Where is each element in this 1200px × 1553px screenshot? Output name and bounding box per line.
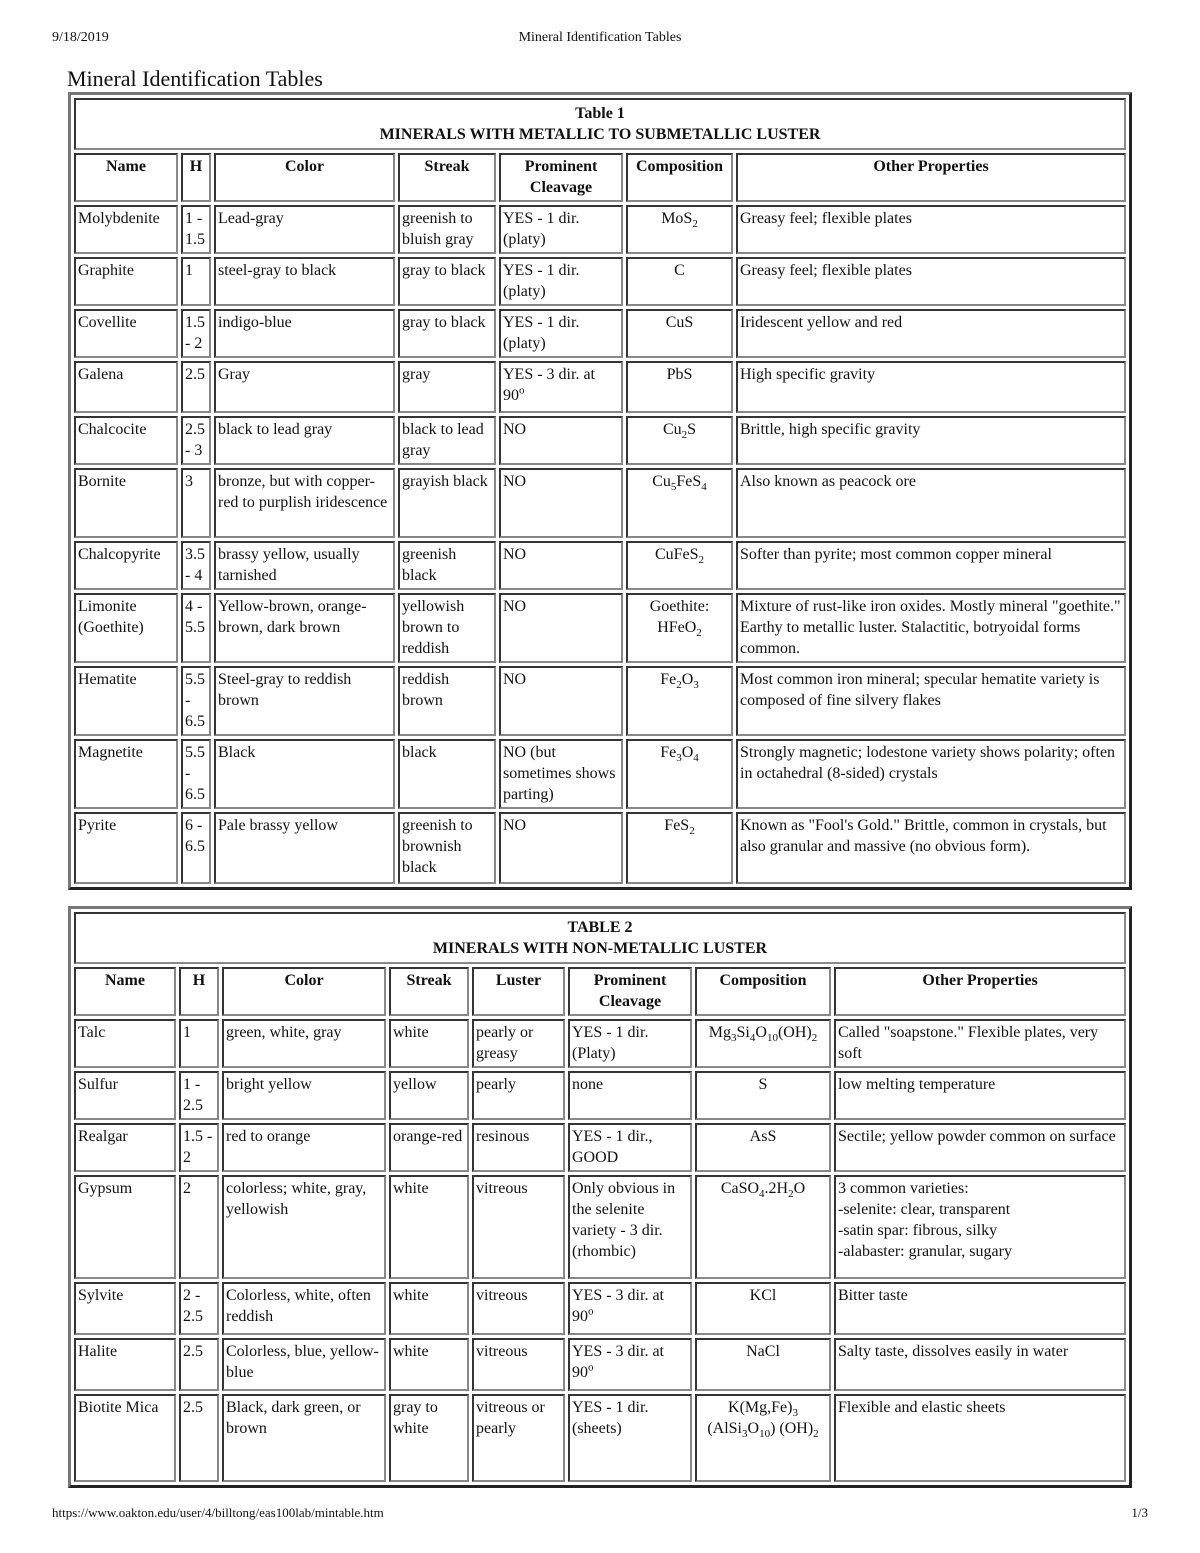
column-header-streak: Streak [389,967,469,1016]
cell-cleavage: NO [499,416,623,465]
table-1-wrapper [68,92,1132,890]
cell-other-properties: Most common iron mineral; specular hematite variety is composed of fine silvery flakes [736,666,1126,736]
cell-hardness: 1 [179,1019,219,1068]
column-header-luster: Luster [472,967,565,1016]
cell-color: Black [214,739,395,809]
cell-other-properties: Softer than pyrite; most common copper mineral [736,541,1126,590]
cell-color: Yellow-brown, orange-brown, dark brown [214,593,395,663]
cell-hardness: 2.5 [179,1338,219,1391]
cell-other-properties: Sectile; yellow powder common on surface [834,1123,1126,1172]
column-header-composition: Composition [695,967,831,1016]
cell-name: Bornite [74,468,178,538]
cell-hardness: 4 - 5.5 [181,593,211,663]
table-row [74,812,1126,884]
cell-cleavage: YES - 3 dir. at 90$^o$ [568,1282,692,1335]
cell-other-properties: low melting temperature [834,1071,1126,1120]
cell-hardness: 1 - 1.5 [181,205,211,254]
cell-luster: pearly [472,1071,565,1120]
cell-name: Gypsum [74,1175,176,1279]
column-header-other-properties: Other Properties [736,153,1126,202]
table-2-caption-number: TABLE 2 [567,919,633,936]
column-header-hardness: H [181,153,211,202]
cell-hardness: 1.5 - 2 [181,309,211,358]
cell-color: bronze, but with copper-red to purplish iridescence [214,468,395,538]
cell-composition: AsS [695,1123,831,1172]
column-header-name: Name [74,967,176,1016]
column-header-color: Color [222,967,386,1016]
cell-cleavage: NO (but sometimes shows parting) [499,739,623,809]
cell-streak: yellowish brown to reddish [398,593,496,663]
cell-hardness: 3 [181,468,211,538]
cell-composition: NaCl [695,1338,831,1391]
cell-name: Graphite [74,257,178,306]
column-header-composition: Composition [626,153,733,202]
cell-name: Molybdenite [74,205,178,254]
cell-streak: gray [398,361,496,413]
table-row [74,1175,1126,1279]
table-row [74,541,1126,590]
cell-composition: CuFeS$_2$ [626,541,733,590]
cell-composition: $CaSO_4.2H_2O$ [695,1175,831,1279]
cell-streak: reddish brown [398,666,496,736]
cell-color: brassy yellow, usually tarnished [214,541,395,590]
cell-other-properties: Greasy feel; flexible plates [736,205,1126,254]
cell-name: Covellite [74,309,178,358]
cell-other-properties: Known as "Fool's Gold." Brittle, common in crystals, but also granular and massive (no obvious form). [736,812,1126,884]
cell-color: Lead-gray [214,205,395,254]
cell-name: Halite [74,1338,176,1391]
cell-composition: $Cu_5FeS_4$ [626,468,733,538]
table-row [74,468,1126,538]
table-row [74,739,1126,809]
table-1-header-row [74,153,1126,202]
cell-hardness: 1 [181,257,211,306]
cell-hardness: 2 [179,1175,219,1279]
print-url: https://www.oakton.edu/user/4/billtong/eas100lab/mintable.htm [52,1505,384,1520]
cell-composition: $Cu_2S$ [626,416,733,465]
cell-color: Gray [214,361,395,413]
column-header-hardness: H [179,967,219,1016]
cell-composition: Goethite: HFeO$_2$ [626,593,733,663]
cell-name: Limonite (Goethite) [74,593,178,663]
cell-hardness: 2.5 [179,1394,219,1482]
print-header [52,30,1148,50]
cell-color: red to orange [222,1123,386,1172]
print-date: 9/18/2019 [52,30,109,45]
table-1-body [74,205,1126,884]
table-row [74,257,1126,306]
cell-name: Galena [74,361,178,413]
cell-cleavage: YES - 1 dir. (platy) [499,309,623,358]
cell-name: Chalcocite [74,416,178,465]
cell-streak: white [389,1282,469,1335]
cell-streak: yellow [389,1071,469,1120]
table-1-caption [74,98,1126,150]
cell-color: green, white, gray [222,1019,386,1068]
cell-cleavage: NO [499,541,623,590]
cell-color: Black, dark green, or brown [222,1394,386,1482]
cell-cleavage: YES - 1 dir. (platy) [499,257,623,306]
cell-cleavage: Only obvious in the selenite variety - 3 dir. (rhombic) [568,1175,692,1279]
cell-streak: white [389,1338,469,1391]
column-header-name: Name [74,153,178,202]
cell-streak: gray to black [398,309,496,358]
table-row [74,666,1126,736]
cell-cleavage: YES - 1 dir. (sheets) [568,1394,692,1482]
cell-color: indigo-blue [214,309,395,358]
cell-hardness: 6 - 6.5 [181,812,211,884]
cell-color: Steel-gray to reddish brown [214,666,395,736]
table-row [74,309,1126,358]
cell-composition: MoS$_2$ [626,205,733,254]
cell-hardness: 5.5 - 6.5 [181,739,211,809]
cell-color: bright yellow [222,1071,386,1120]
cell-other-properties: 3 common varieties: -selenite: clear, transparent -satin spar: fibrous, silky -alabaster: granular, sugary [834,1175,1126,1279]
table-row [74,1338,1126,1391]
cell-color: Pale brassy yellow [214,812,395,884]
table-row [74,1019,1126,1068]
table-row [74,205,1126,254]
table-row [74,1282,1126,1335]
cell-composition: KCl [695,1282,831,1335]
cell-composition: $K(Mg,Fe)_3$ $(AlSi_3O_{10})$ $(OH)_2$ [695,1394,831,1482]
cell-other-properties: Brittle, high specific gravity [736,416,1126,465]
cell-streak: grayish black [398,468,496,538]
cell-name: Sylvite [74,1282,176,1335]
cell-hardness: 2.5 - 3 [181,416,211,465]
cell-cleavage: YES - 3 dir. at 90$^o$ [499,361,623,413]
cell-other-properties: Iridescent yellow and red [736,309,1126,358]
cell-cleavage: none [568,1071,692,1120]
cell-other-properties: Strongly magnetic; lodestone variety shows polarity; often in octahedral (8-sided) crystals [736,739,1126,809]
cell-streak: white [389,1019,469,1068]
column-header-streak: Streak [398,153,496,202]
cell-cleavage: YES - 1 dir. (platy) [499,205,623,254]
table-row [74,593,1126,663]
cell-cleavage: YES - 1 dir., GOOD [568,1123,692,1172]
cell-hardness: 2.5 [181,361,211,413]
table-2-caption [74,912,1126,964]
cell-luster: resinous [472,1123,565,1172]
cell-cleavage: NO [499,812,623,884]
table-row [74,1071,1126,1120]
table-2-header-row [74,967,1126,1016]
cell-cleavage: NO [499,468,623,538]
cell-luster: vitreous [472,1175,565,1279]
cell-hardness: 5.5 - 6.5 [181,666,211,736]
cell-name: Biotite Mica [74,1394,176,1482]
cell-luster: pearly or greasy [472,1019,565,1068]
cell-streak: white [389,1175,469,1279]
column-header-cleavage: Prominent Cleavage [568,967,692,1016]
page-number: 1/3 [1131,1505,1148,1520]
cell-composition: $Mg_3Si_4O_{10}(OH)_2$ [695,1019,831,1068]
cell-streak: greenish black [398,541,496,590]
cell-streak: greenish to brownish black [398,812,496,884]
cell-cleavage: NO [499,666,623,736]
table-1-caption-number: Table 1 [575,105,625,122]
cell-other-properties: Flexible and elastic sheets [834,1394,1126,1482]
cell-composition: $Fe_3O_4$ [626,739,733,809]
non-metallic-minerals-table [68,906,1132,1488]
cell-hardness: 3.5 - 4 [181,541,211,590]
cell-name: Hematite [74,666,178,736]
cell-cleavage: YES - 1 dir. (Platy) [568,1019,692,1068]
cell-streak: greenish to bluish gray [398,205,496,254]
cell-name: Realgar [74,1123,176,1172]
cell-other-properties: Called "soapstone." Flexible plates, very soft [834,1019,1126,1068]
cell-name: Talc [74,1019,176,1068]
cell-color: black to lead gray [214,416,395,465]
cell-composition: CuS [626,309,733,358]
cell-luster: vitreous or pearly [472,1394,565,1482]
cell-name: Chalcopyrite [74,541,178,590]
cell-name: Magnetite [74,739,178,809]
metallic-minerals-table [68,92,1132,890]
table-row [74,361,1126,413]
cell-color: Colorless, blue, yellow-blue [222,1338,386,1391]
cell-luster: vitreous [472,1338,565,1391]
cell-composition: S [695,1071,831,1120]
cell-other-properties: Greasy feel; flexible plates [736,257,1126,306]
cell-color: Colorless, white, often reddish [222,1282,386,1335]
cell-hardness: 1.5 - 2 [179,1123,219,1172]
cell-color: steel-gray to black [214,257,395,306]
column-header-color: Color [214,153,395,202]
cell-streak: gray to white [389,1394,469,1482]
cell-composition: FeS$_2$ [626,812,733,884]
cell-hardness: 2 - 2.5 [179,1282,219,1335]
table-row [74,1394,1126,1482]
cell-composition: C [626,257,733,306]
cell-cleavage: NO [499,593,623,663]
cell-color: colorless; white, gray, yellowish [222,1175,386,1279]
cell-streak: orange-red [389,1123,469,1172]
cell-other-properties: Also known as peacock ore [736,468,1126,538]
column-header-other-properties: Other Properties [834,967,1126,1016]
table-2-caption-title: MINERALS WITH NON-METALLIC LUSTER [432,940,768,957]
cell-other-properties: High specific gravity [736,361,1126,413]
cell-name: Pyrite [74,812,178,884]
cell-other-properties: Mixture of rust-like iron oxides. Mostly mineral "goethite." Earthy to metallic luster. Stalactitic, botryoidal forms common. [736,593,1126,663]
cell-hardness: 1 - 2.5 [179,1071,219,1120]
table-1-caption-title: MINERALS WITH METALLIC TO SUBMETALLIC LUSTER [379,126,821,143]
column-header-cleavage: Prominent Cleavage [499,153,623,202]
table-row [74,416,1126,465]
table-2-body [74,1019,1126,1482]
page-title: Mineral Identification Tables [67,66,323,91]
cell-luster: vitreous [472,1282,565,1335]
print-title: Mineral Identification Tables [518,30,682,45]
table-row [74,1123,1126,1172]
cell-cleavage: YES - 3 dir. at 90$^o$ [568,1338,692,1391]
cell-composition: $Fe_2O_3$ [626,666,733,736]
cell-other-properties: Salty taste, dissolves easily in water [834,1338,1126,1391]
cell-composition: PbS [626,361,733,413]
cell-name: Sulfur [74,1071,176,1120]
table-2-wrapper [68,906,1132,1488]
cell-streak: black to lead gray [398,416,496,465]
cell-streak: black [398,739,496,809]
cell-streak: gray to black [398,257,496,306]
cell-other-properties: Bitter taste [834,1282,1126,1335]
